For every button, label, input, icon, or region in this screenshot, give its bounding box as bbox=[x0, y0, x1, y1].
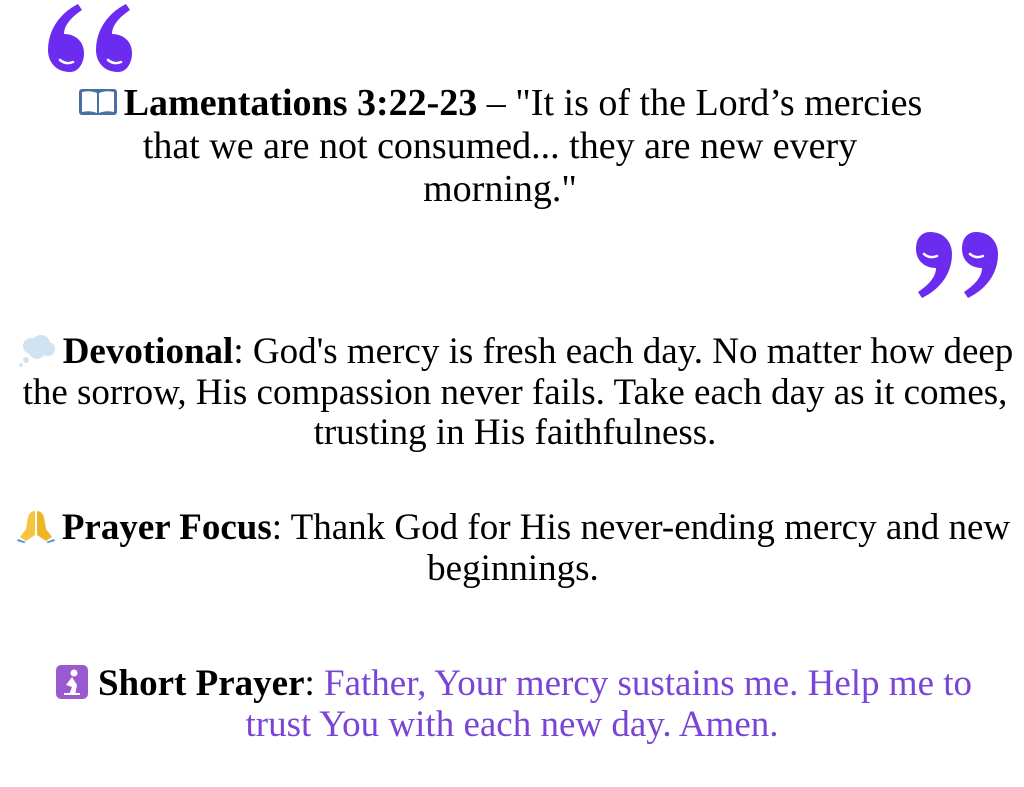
verse-separator: – bbox=[477, 82, 516, 124]
place-of-worship-icon bbox=[52, 665, 92, 699]
devotional-colon: : bbox=[233, 331, 253, 372]
prayer-focus-block bbox=[6, 508, 1020, 589]
verse-text: "It is of the Lord’s mercies that we are not consumed... they are new every morning." bbox=[142, 82, 923, 210]
devotional-text: God's mercy is fresh each day. No matter how deep the sorrow, His compassion never fails. Take each day as it comes, trusting in His faithfulness. bbox=[22, 331, 1014, 454]
devotional-block bbox=[10, 332, 1020, 454]
open-book-icon bbox=[78, 85, 118, 119]
devotional-label: Devotional bbox=[62, 331, 234, 372]
open-quote-mark-icon bbox=[46, 2, 142, 74]
short-prayer-text: Father, Your mercy sustains me. Help me to trust You with each new day. Amen. bbox=[245, 663, 973, 745]
prayer-focus-colon: : bbox=[271, 507, 291, 548]
praying-hands-icon bbox=[16, 509, 56, 543]
short-prayer-colon: : bbox=[304, 663, 325, 704]
prayer-focus-label: Prayer Focus bbox=[61, 507, 272, 548]
verse-block bbox=[70, 82, 930, 211]
close-quote-mark-icon bbox=[906, 228, 1002, 300]
verse-reference: Lamentations 3:22-23 bbox=[123, 82, 478, 124]
thought-bubble-icon bbox=[17, 333, 57, 367]
prayer-focus-text: Thank God for His never-ending mercy and new beginnings. bbox=[290, 507, 1011, 589]
short-prayer-block bbox=[30, 664, 994, 745]
short-prayer-label: Short Prayer bbox=[97, 663, 305, 704]
